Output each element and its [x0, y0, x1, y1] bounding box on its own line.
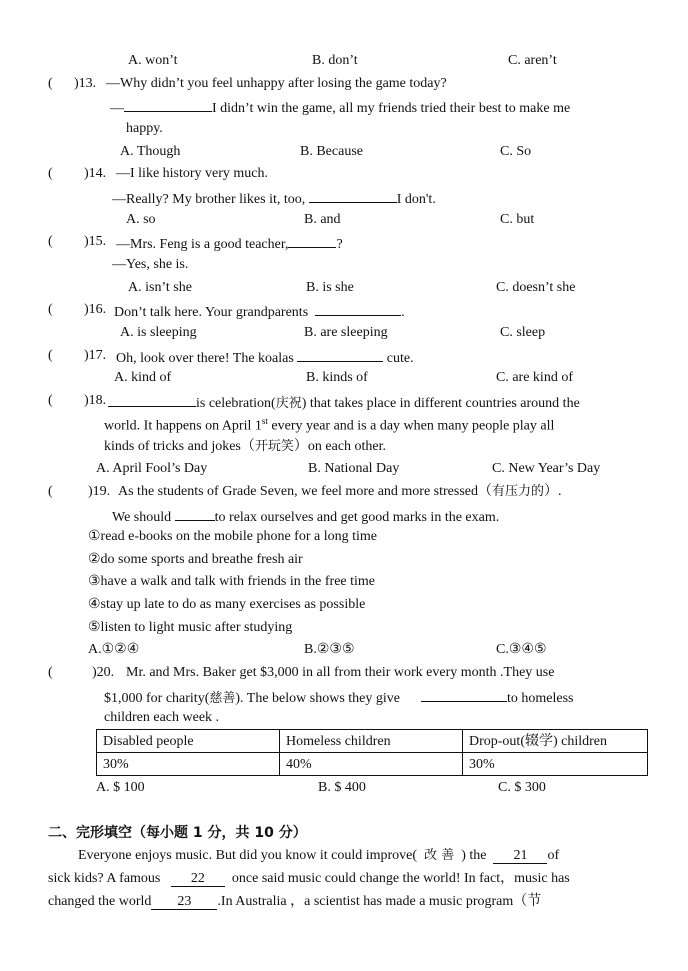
q18-line1 [108, 394, 580, 411]
table-header-cell: Drop-out(辍学) children [463, 730, 648, 753]
q19-line2-a: We should [112, 510, 172, 525]
cloze-line1-b: ) the [461, 848, 487, 863]
table-row [97, 753, 648, 776]
q19-line1-a: As the students of Grade Seven, we feel more and more stressed（ [118, 484, 493, 499]
q15-number: )15. [84, 234, 107, 249]
q14-question: —I like history very much. [116, 166, 269, 181]
q17-option-a: A. kind of [114, 370, 172, 385]
q19-line1 [118, 485, 562, 499]
q18-line2 [104, 417, 554, 434]
q18-answer-bracket[interactable]: ( [48, 393, 53, 408]
q13-option-b: B. Because [300, 144, 363, 159]
q20-line3: children each week . [104, 710, 220, 725]
q15-option-c: C. doesn’t she [496, 280, 576, 295]
q20-line2 [104, 689, 573, 706]
blank-21[interactable]: 21 [493, 849, 547, 864]
q19-option-b: B.②③⑤ [304, 642, 355, 657]
q14-line2-end: I don't. [396, 192, 436, 207]
q15-option-a: A. isn’t she [128, 280, 192, 295]
q19-line1-cn: 有压力的 [492, 484, 545, 499]
q18-line1-cn: 庆祝 [275, 396, 302, 411]
q15-option-b: B. is she [306, 280, 354, 295]
q19-option-a: A.①②④ [88, 642, 140, 657]
q19-line2 [112, 508, 499, 525]
q16-option-b: B. are sleeping [304, 325, 388, 340]
q13-dash: — [110, 101, 124, 116]
q16-question-end: . [401, 305, 405, 320]
q15-question-end: ? [336, 237, 343, 252]
q14-line2 [112, 190, 436, 207]
q19-blank[interactable] [175, 508, 215, 521]
q18-blank[interactable] [108, 394, 196, 407]
q18-line2-b: every year and is a day when many people play all [267, 418, 555, 434]
section-title: 二、完形填空（每小题 1 分，共 10 分） [48, 825, 307, 841]
q20-number: )20. [92, 665, 115, 680]
table-header-row [97, 730, 648, 753]
q19-option-c: C.③④⑤ [496, 642, 547, 657]
table-header-cell: Disabled people [97, 730, 280, 753]
q20-option-c: C. $ 300 [498, 780, 546, 795]
q18-line2-a: world. It happens on April 1 [104, 418, 262, 434]
q15-question: —Mrs. Feng is a good teacher, [116, 237, 289, 252]
q20-line2-b: ). The below shows they give [235, 691, 400, 706]
q18-line3 [104, 440, 386, 454]
table-cell: 30% [463, 753, 648, 776]
q12-option-b: B. don’t [312, 53, 358, 68]
q16-question-line [114, 303, 405, 320]
q13-option-c: C. So [500, 144, 532, 159]
q16-blank[interactable] [315, 303, 401, 316]
q19-item-1: ①read e-books on the mobile phone for a long time [88, 529, 377, 544]
q20-line2-cn: 慈善 [209, 691, 236, 706]
q16-answer-bracket[interactable]: ( [48, 302, 53, 317]
q12-option-c: C. aren’t [508, 53, 557, 68]
q13-question: —Why didn’t you feel unhappy after losing the game today? [106, 76, 447, 91]
q13-answer-cont: happy. [126, 121, 163, 136]
q14-option-c: C. but [500, 212, 535, 227]
q18-line2-sup: st [261, 416, 268, 426]
cloze-line1-c: of [547, 848, 560, 863]
q17-question-line [116, 349, 414, 366]
q20-line2-a: $1,000 for charity( [104, 691, 210, 706]
cloze-line1-a: Everyone enjoys music. But did you know it could improve( [78, 848, 418, 863]
blank-23[interactable]: 23 [151, 895, 217, 910]
q18-option-c: C. New Year’s Day [492, 461, 601, 476]
q19-number: )19. [88, 484, 111, 499]
q15-question-line [116, 235, 343, 252]
q18-number: )18. [84, 393, 107, 408]
cloze-line-3 [48, 895, 541, 910]
q17-option-c: C. are kind of [496, 370, 573, 385]
q19-item-4: ④stay up late to do as many exercises as possible [88, 597, 366, 612]
q14-blank[interactable] [309, 190, 397, 203]
q13-number: )13. [74, 76, 97, 91]
q18-option-b: B. National Day [308, 461, 400, 476]
q20-answer-bracket[interactable]: ( [48, 665, 53, 680]
q13-answer-bracket[interactable]: ( [48, 76, 53, 91]
q13-answer-line [110, 99, 570, 116]
q12-option-a: A. won’t [128, 53, 178, 68]
q20-line2-c: to homeless [506, 691, 574, 706]
q17-option-b: B. kinds of [306, 370, 368, 385]
q14-answer-bracket[interactable]: ( [48, 166, 53, 181]
q17-question: Oh, look over there! The koalas [116, 351, 294, 366]
q19-item-3: ③have a walk and talk with friends in the free time [88, 574, 376, 589]
q15-blank[interactable] [288, 235, 336, 248]
q20-blank[interactable] [421, 689, 507, 702]
q18-line1-b: ) that takes place in different countries around the [301, 396, 580, 411]
q20-option-a: A. $ 100 [96, 780, 145, 795]
q18-line3-b: ）on each other. [293, 439, 387, 454]
q17-answer-bracket[interactable]: ( [48, 348, 53, 363]
q16-option-a: A. is sleeping [120, 325, 197, 340]
q17-blank[interactable] [297, 349, 383, 362]
q18-option-a: A. April Fool’s Day [96, 461, 208, 476]
q18-line3-a: kinds of tricks and jokes（ [104, 439, 255, 454]
q16-question: Don’t talk here. Your grandparents [114, 305, 309, 320]
cloze-line3-a: changed the world [48, 894, 152, 909]
cloze-line-2 [48, 872, 570, 887]
q17-number: )17. [84, 348, 107, 363]
q18-line3-cn: 开玩笑 [254, 439, 294, 454]
q13-answer-rest: I didn’t win the game, all my friends tried their best to make me [212, 101, 571, 116]
cloze-line3-b: .In Australia ，a scientist has made a music program（节 [217, 894, 542, 909]
q20-option-b: B. $ 400 [318, 780, 366, 795]
q19-line2-b: to relax ourselves and get good marks in the exam. [214, 510, 500, 525]
q14-option-b: B. and [304, 212, 341, 227]
table-cell: 40% [280, 753, 463, 776]
table-cell: 30% [97, 753, 280, 776]
table-header-cell: Homeless children [280, 730, 463, 753]
cloze-line-1 [78, 849, 559, 864]
q19-answer-bracket[interactable]: ( [48, 484, 53, 499]
q15-line2: —Yes, she is. [112, 257, 189, 272]
q16-number: )16. [84, 302, 107, 317]
q19-item-2: ②do some sports and breathe fresh air [88, 552, 303, 567]
cloze-line1-cn: 改 善 [424, 848, 455, 863]
q14-line2-start: —Really? My brother likes it, too, [112, 192, 306, 207]
q16-option-c: C. sleep [500, 325, 546, 340]
q14-option-a: A. so [126, 212, 156, 227]
q14-number: )14. [84, 166, 107, 181]
q19-item-5: ⑤listen to light music after studying [88, 620, 293, 635]
q17-question-end: cute. [386, 351, 414, 366]
q19-line1-b: ）. [544, 484, 562, 499]
blank-22[interactable]: 22 [171, 872, 225, 887]
q15-answer-bracket[interactable]: ( [48, 234, 53, 249]
cloze-line2-a: sick kids? A famous [48, 871, 161, 886]
q18-line1-a: is celebration( [196, 396, 276, 411]
q13-blank[interactable] [124, 99, 212, 112]
q13-option-a: A. Though [120, 144, 181, 159]
q20-table [96, 729, 648, 776]
q20-line1: Mr. and Mrs. Baker get $3,000 in all from their work every month .They use [126, 665, 555, 680]
cloze-line2-b: once said music could change the world! In fact，music has [231, 871, 570, 886]
